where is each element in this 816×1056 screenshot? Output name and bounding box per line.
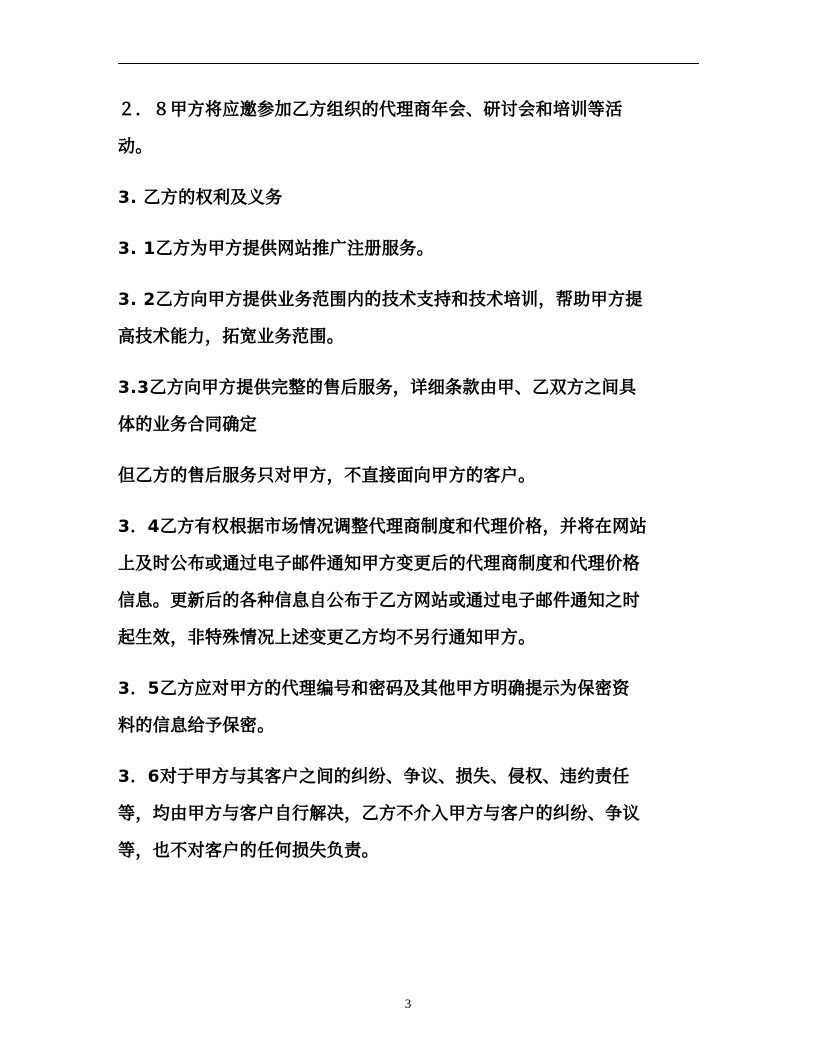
paragraph xyxy=(118,370,698,444)
document-body xyxy=(118,92,698,884)
text-line: ２．８甲方将应邀参加乙方组织的代理商年会、研讨会和培训等活 xyxy=(118,100,623,120)
paragraph xyxy=(118,671,698,745)
text-line: 但乙方的售后服务只对甲方，不直接面向甲方的客户。 xyxy=(118,466,536,486)
header-rule xyxy=(118,63,699,64)
text-line: 动。 xyxy=(118,137,153,157)
text-line: 3. 1乙方为甲方提供网站推广注册服务。 xyxy=(118,239,435,259)
text-line: 料的信息给予保密。 xyxy=(118,716,275,736)
text-line: 3．4乙方有权根据市场情况调整代理商制度和代理价格，并将在网站 xyxy=(118,517,648,537)
text-line: 3.3乙方向甲方提供完整的售后服务，详细条款由甲、乙双方之间具 xyxy=(118,378,637,398)
text-line: 3．5乙方应对甲方的代理编号和密码及其他甲方明确提示为保密资 xyxy=(118,679,630,699)
paragraph xyxy=(118,282,698,356)
paragraph xyxy=(118,759,698,870)
page-number: 3 xyxy=(404,996,412,1011)
section-heading xyxy=(118,180,698,217)
text-line: 体的业务合同确定 xyxy=(118,415,258,435)
text-line: 3．6对于甲方与其客户之间的纠纷、争议、损失、侵权、违约责任 xyxy=(118,767,630,787)
paragraph xyxy=(118,458,698,495)
text-line: 等，均由甲方与客户自行解决，乙方不介入甲方与客户的纠纷、争议 xyxy=(118,804,640,824)
paragraph xyxy=(118,509,698,657)
text-line: 信息。更新后的各种信息自公布于乙方网站或通过电子邮件通知之时 xyxy=(118,591,640,611)
paragraph xyxy=(118,231,698,268)
text-line: 高技术能力，拓宽业务范围。 xyxy=(118,327,345,347)
text-line: 起生效，非特殊情况上述变更乙方均不另行通知甲方。 xyxy=(118,628,536,648)
text-line: 3. 2乙方向甲方提供业务范围内的技术支持和技术培训，帮助甲方提 xyxy=(118,290,643,310)
text-line: 上及时公布或通过电子邮件通知甲方变更后的代理商制度和代理价格 xyxy=(118,554,640,574)
text-line: 3. 乙方的权利及义务 xyxy=(118,188,283,208)
paragraph xyxy=(118,92,698,166)
text-line: 等，也不对客户的任何损失负责。 xyxy=(118,841,379,861)
